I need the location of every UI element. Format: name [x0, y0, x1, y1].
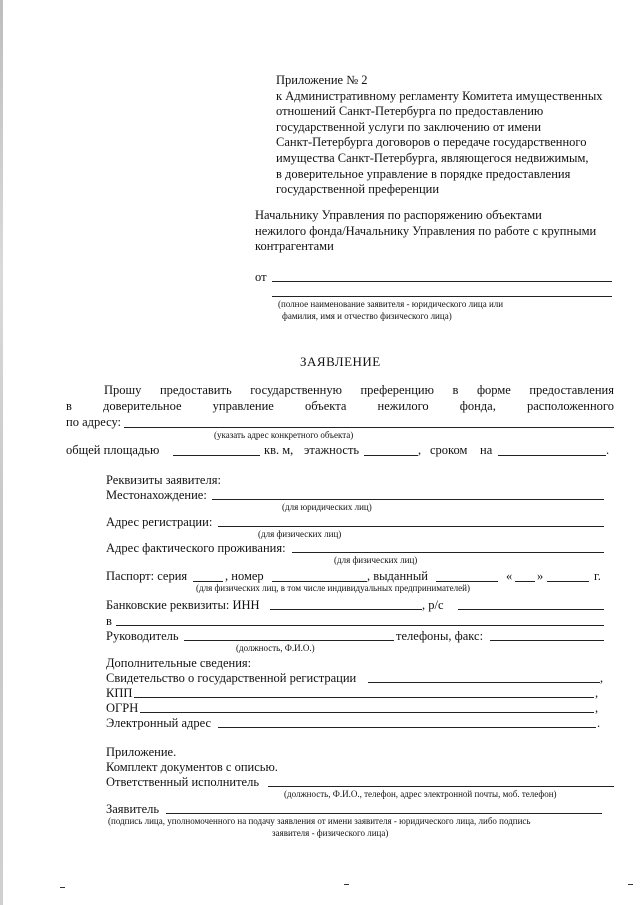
applicant-hint: заявителя - физического лица) [272, 828, 389, 838]
passport-issued-field[interactable] [436, 581, 498, 582]
appendix-line: Санкт-Петербурга договоров о передаче государственного [276, 135, 587, 150]
passport-year-label: г. [594, 569, 601, 583]
executor-field[interactable] [268, 786, 614, 787]
body-line-1 [66, 383, 614, 398]
body-line-2 [66, 399, 614, 414]
area-field[interactable] [173, 455, 260, 456]
scan-mark [628, 884, 633, 885]
applicant-field[interactable] [166, 813, 602, 814]
appendix-header [276, 73, 603, 198]
phones-label: телефоны, факс: [396, 629, 484, 643]
residence-label: Адрес фактического проживания: [106, 541, 286, 555]
passport-month-field[interactable] [547, 581, 589, 582]
bank-account-label: , р/с [422, 598, 444, 612]
address-label: по адресу: [66, 415, 122, 429]
passport-day-field[interactable] [515, 581, 535, 582]
certificate-label: Свидетельство о государственной регистрации [106, 671, 357, 685]
comma: , [595, 701, 599, 715]
appendix-line: государственной услуги по заключению от имени [276, 119, 542, 134]
kpp-field[interactable] [134, 697, 594, 698]
word: Прошу [104, 383, 142, 397]
word: управление [212, 399, 274, 413]
inn-field[interactable] [270, 609, 422, 610]
word: предоставить [159, 383, 232, 397]
certificate-field[interactable] [368, 682, 600, 683]
quote-close: » [537, 569, 544, 583]
bank-in-label: в [106, 614, 112, 628]
bank-name-field[interactable] [116, 625, 604, 626]
director-label: Руководитель [106, 629, 179, 643]
location-label: Местонахождение: [106, 488, 207, 502]
phones-field[interactable] [490, 640, 604, 641]
location-field[interactable] [212, 499, 604, 500]
ogrn-label: ОГРН [106, 701, 139, 715]
address-field[interactable] [124, 427, 614, 428]
executor-hint: (должность, Ф.И.О., телефон, адрес электронной почты, моб. телефон) [284, 789, 557, 799]
scan-mark [344, 884, 349, 885]
period: . [597, 716, 601, 730]
addressee [255, 208, 596, 255]
word: расположенного [526, 399, 614, 413]
location-hint: (для юридических лиц) [282, 502, 372, 512]
scan-mark [60, 887, 65, 888]
term-label: сроком [430, 443, 468, 457]
attachments-set: Комплект документов с описью. [106, 760, 278, 774]
area-label: общей площадью [66, 443, 160, 457]
ogrn-field[interactable] [140, 712, 594, 713]
account-field[interactable] [458, 609, 604, 610]
scan-edge [0, 0, 3, 905]
passport-issued-label: , выданный [367, 569, 428, 583]
term-on: на [480, 443, 493, 457]
bank-label: Банковские реквизиты: ИНН [106, 598, 260, 612]
word: предоставления [529, 383, 614, 397]
passport-number-label: , номер [225, 569, 264, 583]
applicant-hint: (подпись лица, уполномоченного на подачу заявления от имени заявителя - юридического лица, либо подпись [108, 816, 531, 826]
passport-number-field[interactable] [272, 581, 367, 582]
addressee-line: Начальнику Управления по распоряжению объектами [255, 208, 542, 222]
director-hint: (должность, Ф.И.О.) [236, 643, 315, 653]
word: доверительное [103, 399, 182, 413]
from-hint: фамилия, имя и отчество физического лица) [282, 311, 452, 321]
word: фонда, [459, 399, 496, 413]
attachments-heading: Приложение. [106, 745, 177, 759]
from-field[interactable] [272, 281, 612, 282]
word: в [452, 383, 459, 397]
appendix-line: в доверительное управление в порядке предоставления [276, 166, 571, 181]
additional-heading: Дополнительные сведения: [106, 656, 252, 670]
word: нежилого [377, 399, 429, 413]
appendix-line: Приложение № 2 [276, 73, 368, 87]
email-label: Электронный адрес [106, 716, 212, 730]
executor-label: Ответственный исполнитель [106, 775, 260, 789]
residence-field[interactable] [292, 552, 604, 553]
registration-label: Адрес регистрации: [106, 515, 213, 529]
from-field-2[interactable] [272, 296, 612, 297]
applicant-label: Заявитель [106, 802, 160, 816]
address-hint: (указать адрес конкретного объекта) [214, 430, 354, 440]
director-field[interactable] [184, 640, 394, 641]
requisites-heading: Реквизиты заявителя: [106, 473, 221, 487]
period: . [606, 443, 610, 457]
kpp-label: КПП [106, 686, 133, 700]
quote-open: « [506, 569, 513, 583]
comma: , [418, 443, 422, 457]
word: преференцию [360, 383, 434, 397]
word: форме [476, 383, 511, 397]
from-label: от [255, 270, 267, 284]
residence-hint: (для физических лиц) [334, 555, 418, 565]
word: государственную [250, 383, 342, 397]
email-field[interactable] [218, 727, 596, 728]
floor-field[interactable] [364, 455, 418, 456]
appendix-line: отношений Санкт-Петербурга по предоставлению [276, 104, 544, 119]
addressee-line: нежилого фонда/Начальнику Управления по работе с крупными [255, 223, 597, 238]
appendix-line: имущества Санкт-Петербурга, являющегося недвижимым, [276, 150, 589, 165]
addressee-line: контрагентами [255, 239, 334, 253]
word: объекта [305, 399, 347, 413]
registration-field[interactable] [218, 526, 604, 527]
comma: , [595, 686, 599, 700]
passport-hint: (для физических лиц, в том числе индивидуальных предпринимателей) [196, 583, 470, 593]
word: в [66, 399, 72, 413]
area-unit: кв. м, [264, 443, 294, 457]
term-field[interactable] [498, 455, 606, 456]
appendix-line: государственной преференции [276, 182, 440, 197]
from-hint: (полное наименование заявителя - юридического лица или [278, 299, 504, 309]
passport-series-field[interactable] [193, 581, 223, 582]
passport-label: Паспорт: серия [106, 569, 188, 583]
appendix-line: к Административному регламенту Комитета имущественных [276, 88, 603, 103]
document-title: ЗАЯВЛЕНИЕ [300, 354, 381, 369]
floor-label: этажность [304, 443, 360, 457]
registration-hint: (для физических лиц) [258, 529, 342, 539]
comma: , [600, 671, 604, 685]
